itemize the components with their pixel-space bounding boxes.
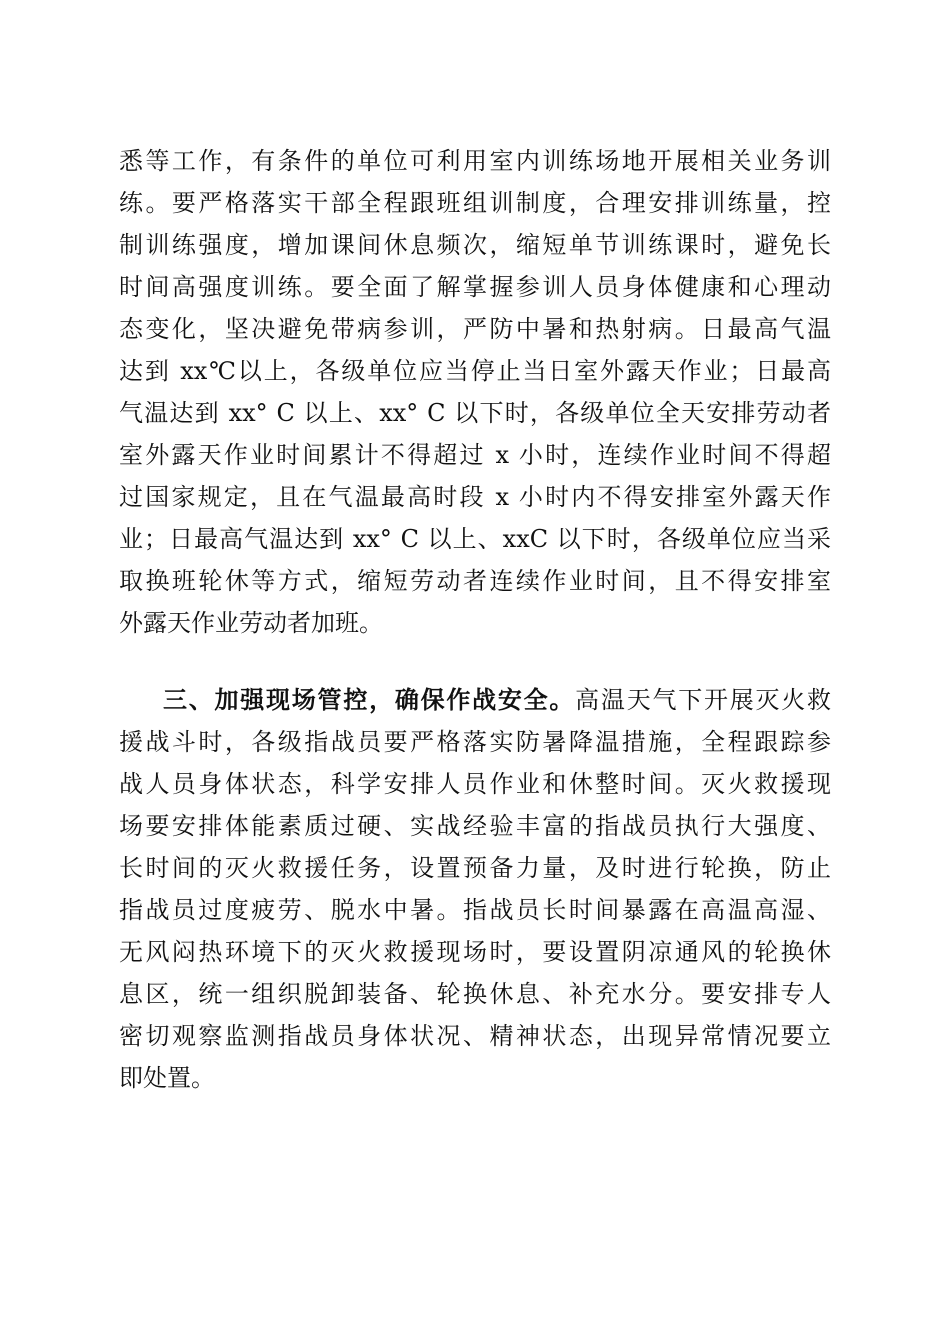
paragraph-line: 长时间的灭火救援任务，设置预备力量，及时进行轮换，防止 [119, 854, 831, 882]
paragraph-last-line: 外露天作业劳动者加班。 [119, 609, 383, 637]
paragraph-line: 指战员过度疲劳、脱水中暑。指战员长时间暴露在高温高湿、 [119, 896, 831, 924]
paragraph-line: 悉等工作，有条件的单位可利用室内训练场地开展相关业务训 [119, 147, 831, 175]
paragraph-line: 室外露天作业时间累计不得超过 x 小时，连续作业时间不得超 [119, 441, 831, 469]
paragraph-line: 制训练强度，增加课间休息频次，缩短单节训练课时，避免长 [119, 231, 831, 259]
section-three-first-line [119, 679, 831, 721]
section-three [119, 679, 831, 1099]
paragraph-line: 业；日最高气温达到 xx° C 以上、xxC 以下时，各级单位应当采 [119, 525, 831, 553]
paragraph-line: 取换班轮休等方式，缩短劳动者连续作业时间，且不得安排室 [119, 567, 831, 595]
paragraph-continued [119, 140, 831, 644]
paragraph-last-line: 即处置。 [119, 1064, 215, 1092]
section-three-first-line-rest: 高温天气下开展灭火救 [575, 686, 831, 714]
paragraph-line: 态变化，坚决避免带病参训，严防中暑和热射病。日最高气温 [119, 315, 831, 343]
paragraph-line: 时间高强度训练。要全面了解掌握参训人员身体健康和心理动 [119, 273, 831, 301]
paragraph-line: 达到 xx℃以上，各级单位应当停止当日室外露天作业；日最高 [119, 357, 831, 385]
paragraph-line: 场要安排体能素质过硬、实战经验丰富的指战员执行大强度、 [119, 812, 831, 840]
paragraph-line: 战人员身体状态，科学安排人员作业和休整时间。灭火救援现 [119, 770, 831, 798]
paragraph-line: 无风闷热环境下的灭火救援现场时，要设置阴凉通风的轮换休 [119, 938, 831, 966]
paragraph-line: 密切观察监测指战员身体状况、精神状态，出现异常情况要立 [119, 1022, 831, 1050]
paragraph-line: 气温达到 xx° C 以上、xx° C 以下时，各级单位全天安排劳动者 [119, 399, 831, 427]
paragraph-line: 过国家规定，且在气温最高时段 x 小时内不得安排室外露天作 [119, 483, 831, 511]
section-three-heading: 三、加强现场管控，确保作战安全。 [163, 686, 576, 714]
paragraph-line: 援战斗时，各级指战员要严格落实防暑降温措施，全程跟踪参 [119, 728, 831, 756]
paragraph-line: 息区，统一组织脱卸装备、轮换休息、补充水分。要安排专人 [119, 980, 831, 1008]
paragraph-line: 练。要严格落实干部全程跟班组训制度，合理安排训练量，控 [119, 189, 831, 217]
